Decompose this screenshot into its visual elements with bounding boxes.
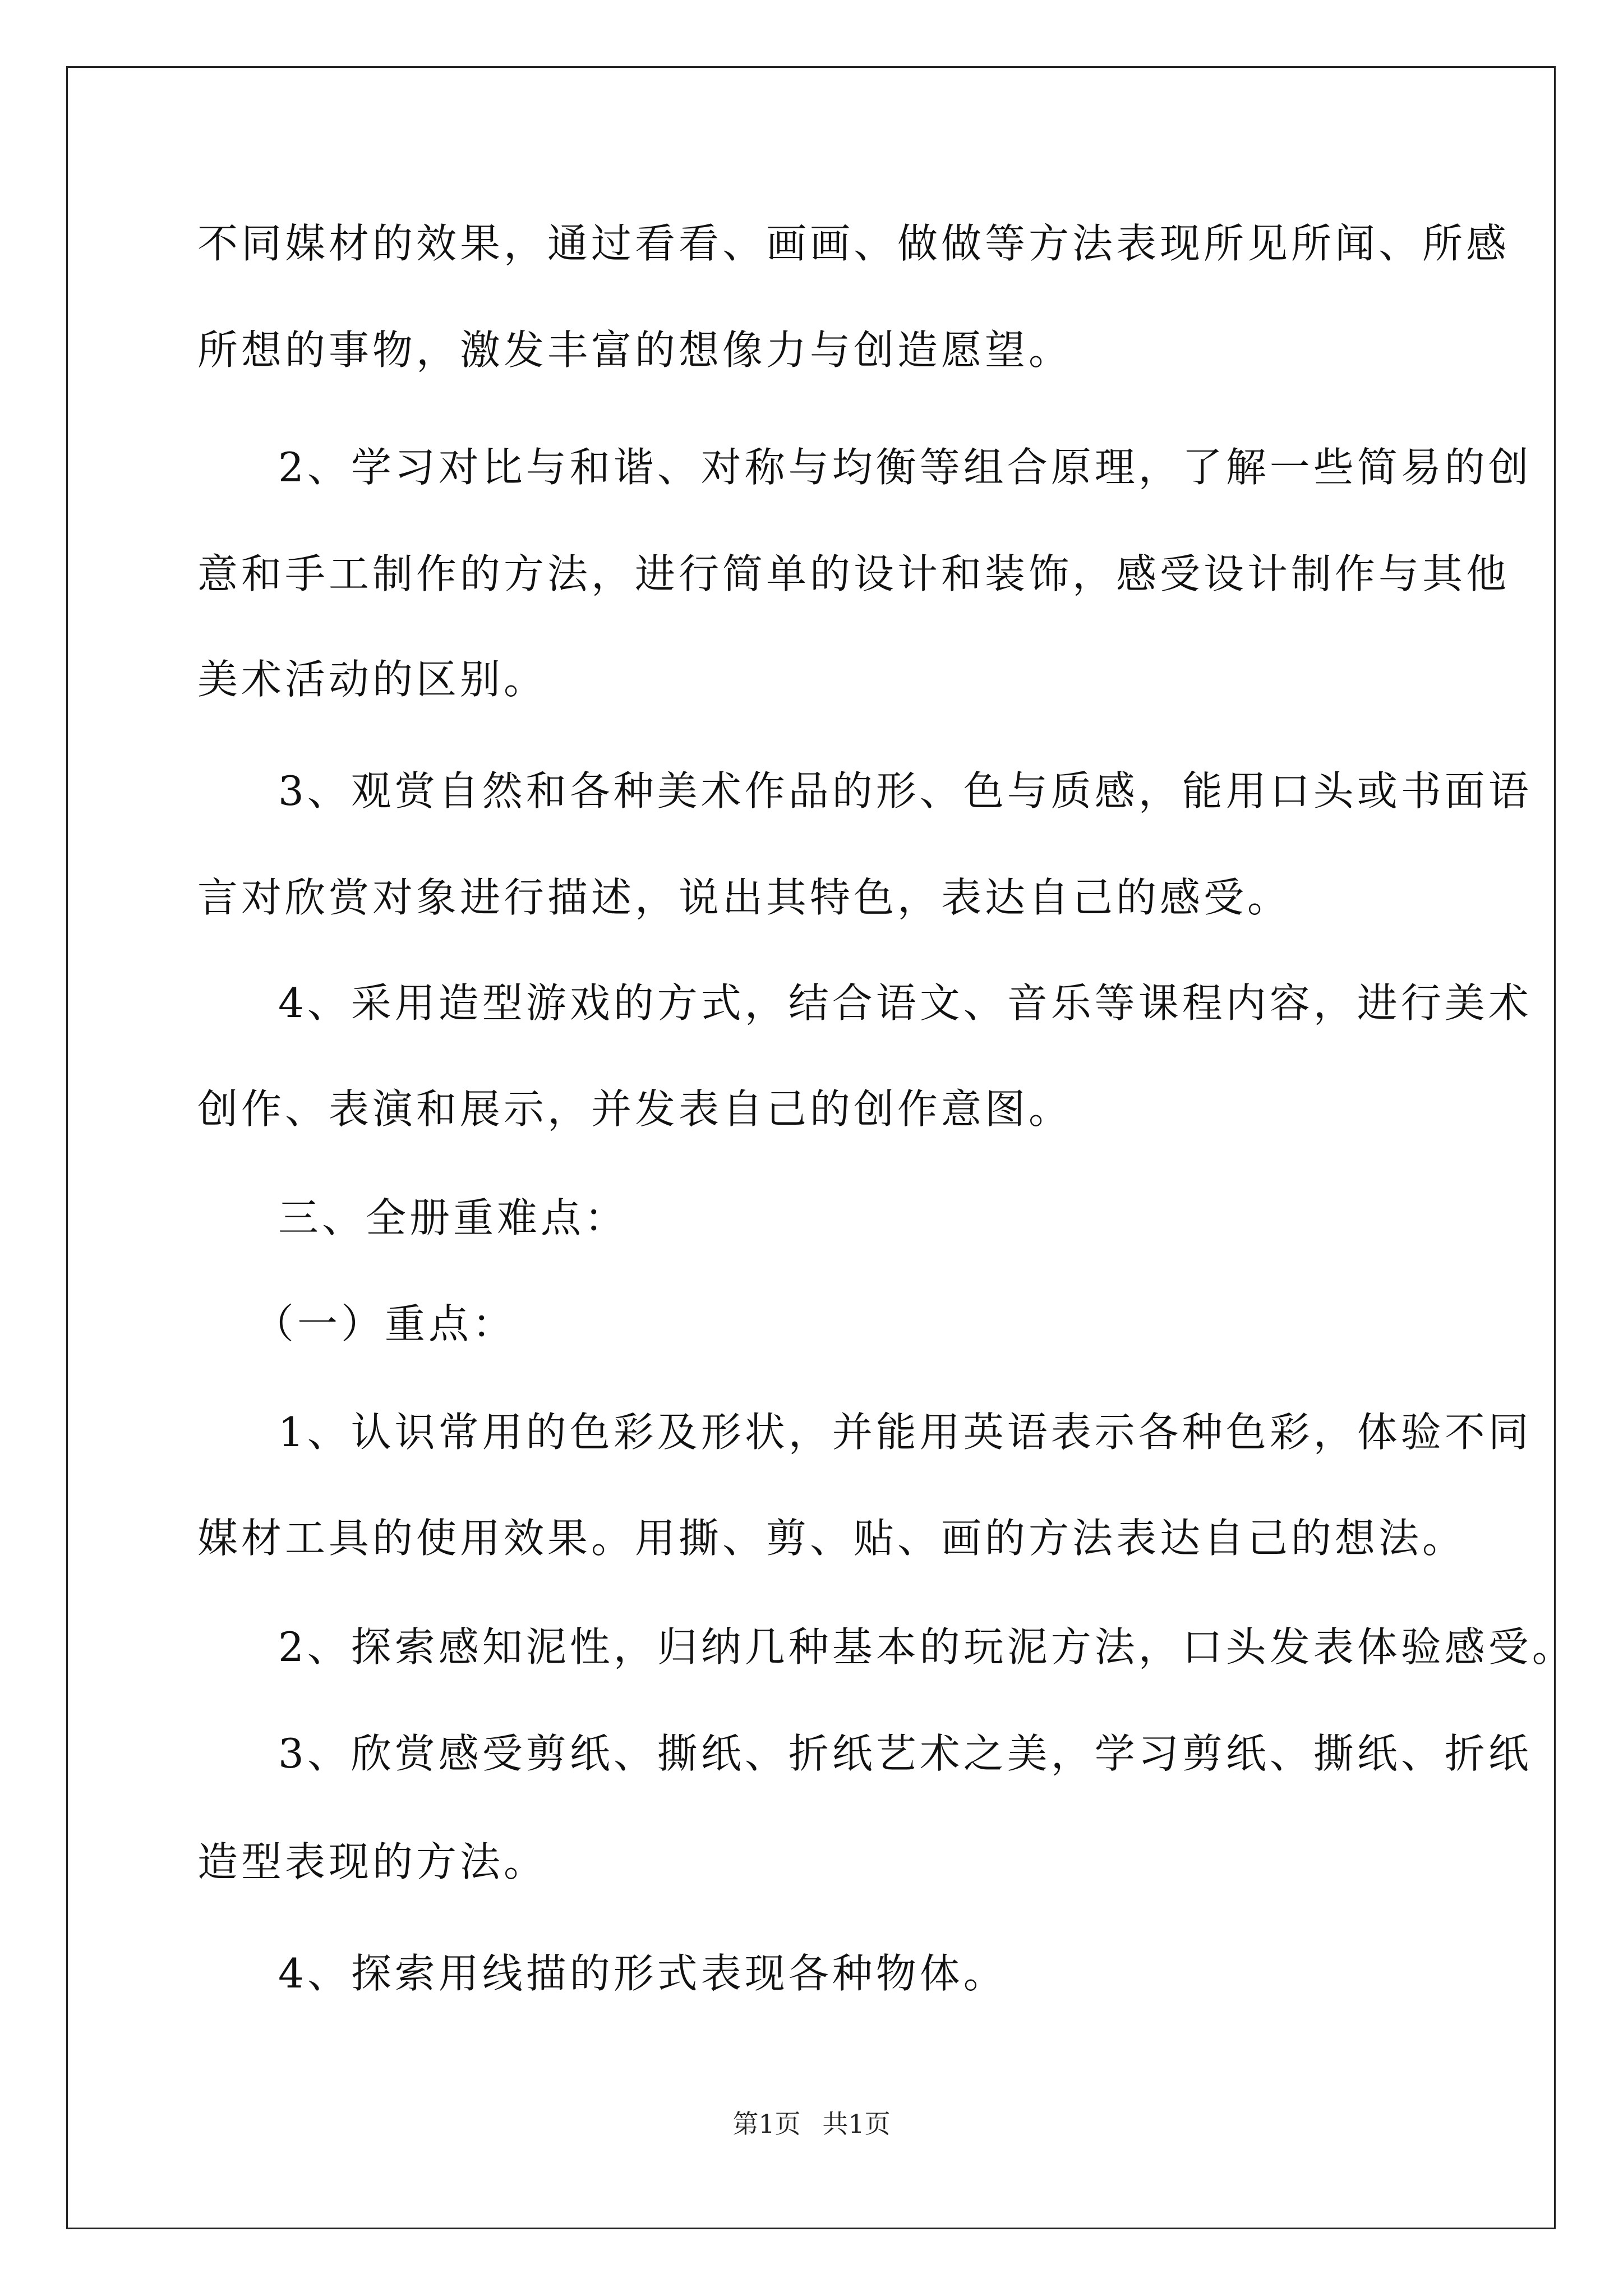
text-line: 2、探索感知泥性，归纳几种基本的玩泥方法，口头发表体验感受。 <box>278 1623 1576 1671</box>
section-heading: 三、全册重难点： <box>278 1194 629 1241</box>
text-line: 2、学习对比与和谐、对称与均衡等组合原理，了解一些简易的创 <box>278 444 1532 491</box>
page-border <box>66 66 1556 2229</box>
text-line: 创作、表演和展示，并发表自己的创作意图。 <box>197 1085 1073 1133</box>
text-line: 不同媒材的效果，通过看看、画画、做做等方法表现所见所闻、所感 <box>197 220 1510 267</box>
text-line: 1、认识常用的色彩及形状，并能用英语表示各种色彩，体验不同 <box>278 1409 1532 1456</box>
text-line: 4、探索用线描的形式表现各种物体。 <box>278 1950 1007 1997</box>
text-line: 造型表现的方法。 <box>197 1838 548 1885</box>
text-line: 3、欣赏感受剪纸、撕纸、折纸艺术之美，学习剪纸、撕纸、折纸 <box>278 1730 1532 1777</box>
page-total: 共1页 <box>822 2109 891 2139</box>
text-line: 言对欣赏对象进行描述，说出其特色，表达自己的感受。 <box>197 874 1292 921</box>
text-line: 4、采用造型游戏的方式，结合语文、音乐等课程内容，进行美术 <box>278 979 1532 1027</box>
text-line: 所想的事物，激发丰富的想像力与创造愿望。 <box>197 326 1073 374</box>
page-footer <box>0 2107 1623 2141</box>
subsection-heading: （一）重点： <box>253 1300 517 1347</box>
text-line: 意和手工制作的方法，进行简单的设计和装饰，感受设计制作与其他 <box>197 550 1510 597</box>
page-number: 第1页 <box>732 2109 801 2139</box>
text-line: 美术活动的区别。 <box>197 656 548 703</box>
text-line: 媒材工具的使用效果。用撕、剪、贴、画的方法表达自己的想法。 <box>197 1515 1467 1562</box>
text-line: 3、观赏自然和各种美术作品的形、色与质感，能用口头或书面语 <box>278 767 1532 815</box>
